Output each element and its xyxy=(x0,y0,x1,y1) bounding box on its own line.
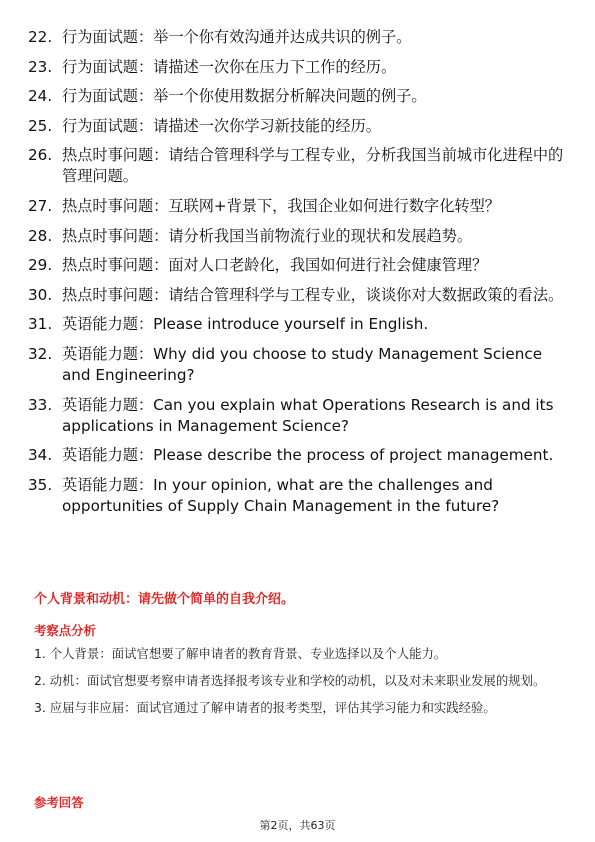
question-item xyxy=(28,395,568,437)
question-number: 35. xyxy=(28,475,53,494)
question-text: 行为面试题：请描述一次你学习新技能的经历。 xyxy=(62,116,381,135)
question-item xyxy=(28,285,568,306)
question-text: 行为面试题：举一个你有效沟通并达成共识的例子。 xyxy=(62,28,412,46)
question-number: 33. xyxy=(28,395,53,414)
question-list xyxy=(28,27,568,525)
question-item xyxy=(28,145,568,187)
question-item xyxy=(28,57,568,78)
question-number: 26. xyxy=(28,146,53,165)
question-number: 23. xyxy=(28,57,53,76)
question-number: 28. xyxy=(28,226,53,245)
question-item xyxy=(28,116,568,137)
question-text: 热点时事问题：面对人口老龄化，我国如何进行社会健康管理？ xyxy=(62,256,488,275)
question-text: 英语能力题：Please introduce yourself in English. xyxy=(62,315,429,334)
question-item xyxy=(28,445,568,466)
question-number: 29. xyxy=(28,256,53,275)
question-item xyxy=(28,475,568,517)
question-number: 31. xyxy=(28,315,53,334)
analysis-point: 3. 应届与非应届：面试官通过了解申请者的报考类型，评估其学习能力和实践经验。 xyxy=(34,700,496,715)
page-footer: 第2页，共63页 xyxy=(259,819,336,832)
question-text: 英语能力题：Can you explain what Operations Research is and its applications in Management Science? xyxy=(62,395,554,435)
analysis-point: 1. 个人背景：面试官想要了解申请者的教育背景、专业选择以及个人能力。 xyxy=(34,646,447,661)
question-item xyxy=(28,255,568,276)
question-item xyxy=(28,314,568,335)
question-text: 英语能力题：In your opinion, what are the challenges and opportunities of Supply Chain Management in the future? xyxy=(62,475,500,515)
question-text: 热点时事问题：请分析我国当前物流行业的现状和发展趋势。 xyxy=(62,226,473,245)
question-item xyxy=(28,27,568,48)
question-text: 行为面试题：举一个你使用数据分析解决问题的例子。 xyxy=(62,87,427,106)
question-text: 英语能力题：Please describe the process of project management. xyxy=(62,446,554,465)
question-text: 英语能力题：Why did you choose to study Management Science and Engineering? xyxy=(62,344,543,384)
question-number: 22. xyxy=(28,28,53,46)
analysis-points xyxy=(34,641,558,722)
question-number: 27. xyxy=(28,196,53,215)
question-item xyxy=(28,86,568,107)
question-item xyxy=(28,226,568,247)
section-heading: 个人背景和动机：请先做个简单的自我介绍。 xyxy=(34,592,295,607)
question-text: 热点时事问题：请结合管理科学与工程专业，分析我国当前城市化进程中的管理问题。 xyxy=(62,146,564,186)
question-text: 热点时事问题：互联网+背景下，我国企业如何进行数字化转型？ xyxy=(62,196,500,215)
question-text: 热点时事问题：请结合管理科学与工程专业，谈谈你对大数据政策的看法。 xyxy=(62,285,564,304)
analysis-point: 2. 动机：面试官想要考察申请者选择报考该专业和学校的动机，以及对未来职业发展的规划。 xyxy=(34,673,546,688)
question-number: 25. xyxy=(28,116,53,135)
question-number: 32. xyxy=(28,344,53,363)
question-number: 24. xyxy=(28,87,53,106)
question-item xyxy=(28,344,568,386)
question-text: 行为面试题：请描述一次你在压力下工作的经历。 xyxy=(62,57,397,76)
reference-answer-heading: 参考回答 xyxy=(34,795,84,810)
analysis-heading: 考察点分析 xyxy=(34,623,96,638)
question-item xyxy=(28,196,568,217)
question-number: 34. xyxy=(28,446,53,465)
question-number: 30. xyxy=(28,285,53,304)
